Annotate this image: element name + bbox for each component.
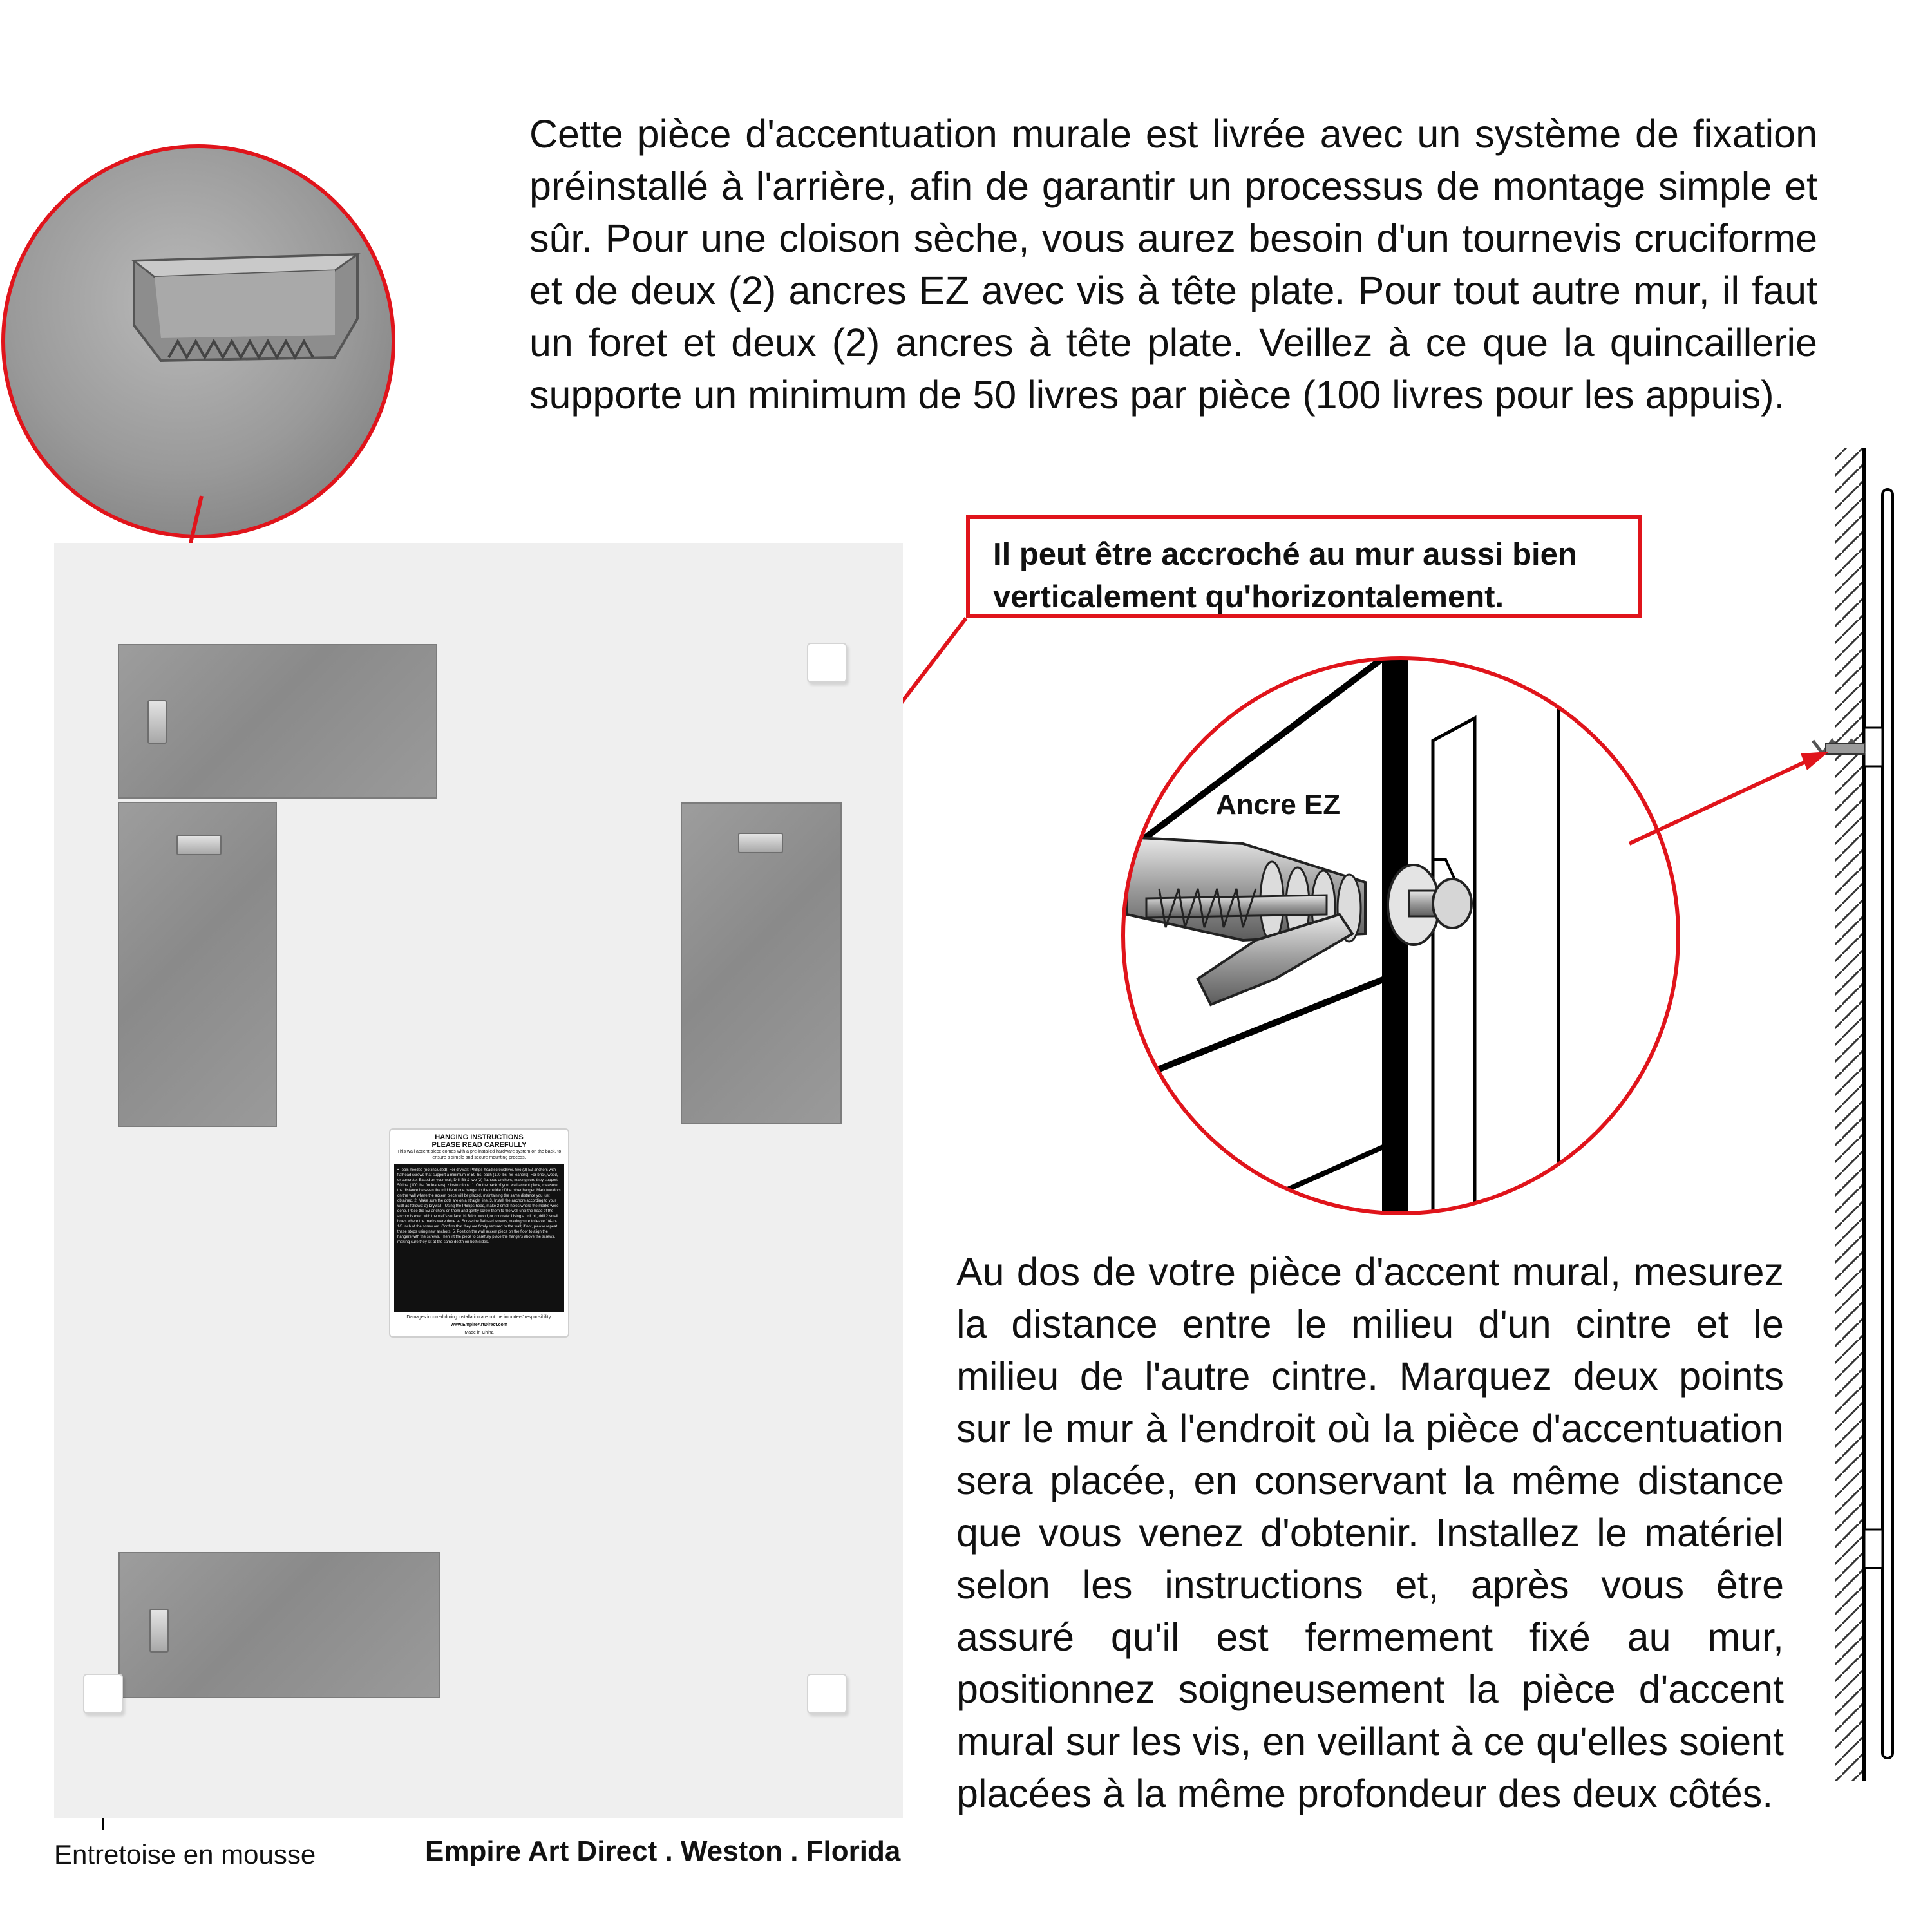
mounting-paragraph: Au dos de votre pièce d'accent mural, mesurez la distance entre le milieu d'un cintre et le milieu de l'autre cintre. Marquez deux points sur le mur à l'endroit où la pièce d'accentuation sera placée, en conservant la même distance que vous venez d'obtenir. Installez le matériel selon les instructions et, après vous être assuré qu'il est fermement fixé au mur, positionnez soigneusement la pièce d'accent mural sur les vis, en veillant à ce qu'elles soient placées à la même profondeur des deux côtés. (956, 1250, 1784, 1815)
label-title-2: PLEASE READ CAREFULLY (431, 1141, 527, 1149)
label-damages: Damages incurred during installation are not the importers' responsibility. (406, 1315, 552, 1320)
foam-spacer (83, 1674, 123, 1714)
sawtooth-hanger (149, 1609, 169, 1653)
label-body: • Tools needed (not included): For drywall: Phillips-head screwdriver, two (2) EZ anchors with flathead screws that support a minimum of 50 lbs. each (100 lbs. for leaners). For brick, wood, or concrete: Based on your wall; Drill Bit & two (2) flathead anchors, making sure they support 50 lbs. (100 lbs. for leaners). • Instructions: 1. On the back of your wall accent piece, measure the distance between the middle of one hanger to the middle of the other hanger. Mark two dots on the wall where the accent piece will be placed, maintaining the same distance you just obtained. 2. Make sure the dots are on a straight line. 3. Install the anchors according to your wall as follows: a) Drywall - Using the Phillips-head, make 2 small holes where the marks were done. Place the EZ anchors on them and gently screw them to the wall until the head of the anchor is even with the wall's surface. b) Brick, wood, or concrete: Using a drill bit, drill 2 small holes where the marks were done. 4. Screw the flathead screws, making sure to leave 1/4-to-1/8 inch of the screw out. Confirm that they are firmly secured to the wall; if not, please repeat these steps using new anchors. 5. Position the wall accent piece on the floor to align the hangers with the screws. Then lift the piece to carefully place the hangers above the screws, making sure they sit at the same depth on both sides. (394, 1164, 564, 1312)
sawtooth-hanger (738, 833, 783, 853)
spacer-caption: Entretoise en mousse (54, 1839, 316, 1870)
foam-spacer (807, 643, 847, 683)
hanger-zoom-circle (0, 142, 399, 541)
label-website: www.EmpireArtDirect.com (450, 1323, 508, 1327)
intro-paragraph: Cette pièce d'accentuation murale est livrée avec un système de fixation préinstallé à l'arrière, afin de garantir un processus de montage simple et sûr. Pour une cloison sèche, vous aurez besoin d'un tournevis cruciforme et de deux (2) ancres EZ avec vis à tête plate. Pour tout autre mur, il faut un foret et deux (2) ancres à tête plate. Veillez à ce que la quincaillerie supporte un minimum de 50 livres par pièce (100 livres pour les appuis). (529, 112, 1817, 417)
hanging-instructions-label (389, 1128, 569, 1338)
label-title: HANGING INSTRUCTIONS (435, 1133, 524, 1141)
sawtooth-hanger (147, 700, 167, 744)
orientation-callout: Il peut être accroché au mur aussi bien verticalement qu'horizontalement. (966, 515, 1642, 618)
label-made-in: Made in China (464, 1331, 494, 1335)
sawtooth-hanger (176, 835, 222, 855)
wall-side-diagram (1813, 448, 1893, 1781)
anchor-label: Ancre EZ (1216, 789, 1341, 820)
brand-line: Empire Art Direct . Weston . Florida (425, 1835, 901, 1867)
label-subtitle: This wall accent piece comes with a pre-installed hardware system on the back, to ensure a simple and secure mounting process. (397, 1150, 562, 1160)
foam-spacer (807, 1674, 847, 1714)
anchor-detail-circle (1095, 644, 1687, 1224)
